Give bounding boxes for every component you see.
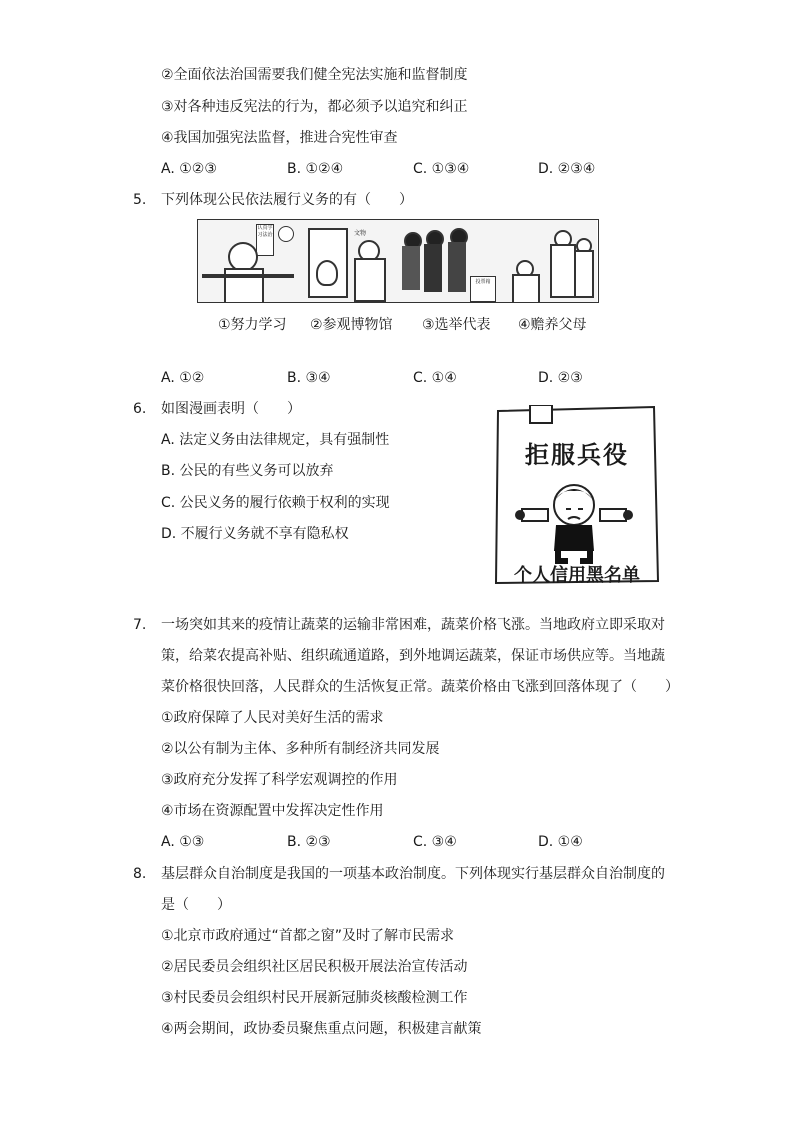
option-a[interactable]: A. ①②: [161, 370, 205, 386]
q7-options: [161, 832, 621, 852]
study-sign: 认真学习法治: [256, 224, 274, 256]
q6-option-d[interactable]: D. 不履行义务就不享有隐私权: [161, 526, 349, 542]
q5-options: [161, 368, 621, 388]
museum-sign: 文物: [354, 230, 367, 237]
panel-election: [398, 220, 499, 302]
q8-stem-line2: 是（ ）: [161, 897, 231, 913]
panel-museum: [298, 220, 399, 302]
ballot-box: 投票箱: [470, 276, 496, 302]
visitor-body: [354, 258, 386, 302]
q6-cartoon: [494, 405, 660, 585]
q8-item-3: ③村民委员会组织村民开展新冠肺炎核酸检测工作: [161, 990, 468, 1006]
option-d[interactable]: D. ②③: [538, 370, 583, 386]
caption-3: ③选举代表: [422, 317, 491, 333]
q4-options: [161, 159, 621, 179]
q8-stem-line1: 基层群众自治制度是我国的一项基本政治制度。下列体现实行基层群众自治制度的: [161, 866, 665, 882]
cartoon-bottom-text: 个人信用黑名单: [514, 565, 640, 586]
option-b[interactable]: B. ②③: [287, 834, 331, 850]
option-c[interactable]: C. ①③④: [413, 161, 470, 177]
option-b[interactable]: B. ③④: [287, 370, 331, 386]
option-a[interactable]: A. ①③: [161, 834, 205, 850]
q7-item-1: ①政府保障了人民对美好生活的需求: [161, 710, 384, 726]
option-c[interactable]: C. ①④: [413, 370, 457, 386]
vase-icon: [316, 260, 338, 286]
panel-study: [198, 220, 299, 302]
voter1-body: [402, 246, 420, 290]
elder-body: [512, 274, 540, 302]
q6-option-b[interactable]: B. 公民的有些义务可以放弃: [161, 463, 334, 479]
caption-4: ④赡养父母: [518, 317, 587, 333]
q8-number: 8.: [133, 866, 147, 882]
desk: [202, 274, 294, 278]
q8-item-1: ①北京市政府通过“首都之窗”及时了解市民需求: [161, 928, 455, 944]
cartoon-top-text: 拒服兵役: [525, 441, 629, 469]
voter3-body: [448, 242, 466, 292]
q8-item-4: ④两会期间，政协委员聚焦重点问题，积极建言献策: [161, 1021, 482, 1037]
q7-item-2: ②以公有制为主体、多种所有制经济共同发展: [161, 741, 440, 757]
q7-stem-line2: 策，给菜农提高补贴、组织疏通道路，到外地调运蔬菜，保证市场供应等。当地蔬: [161, 648, 665, 664]
family-body: [574, 250, 594, 298]
q6-stem: 如图漫画表明（ ）: [161, 401, 301, 417]
q5-comic-strip: [197, 219, 599, 303]
option-b[interactable]: B. ①②④: [287, 161, 344, 177]
option-d[interactable]: D. ①④: [538, 834, 583, 850]
q5-stem: 下列体现公民依法履行义务的有（ ）: [161, 192, 413, 208]
statement-2: ②全面依法治国需要我们健全宪法实施和监督制度: [161, 67, 468, 83]
option-c[interactable]: C. ③④: [413, 834, 457, 850]
q7-item-3: ③政府充分发挥了科学宏观调控的作用: [161, 772, 398, 788]
q7-item-4: ④市场在资源配置中发挥决定性作用: [161, 803, 384, 819]
q6-option-a[interactable]: A. 法定义务由法律规定，具有强制性: [161, 432, 390, 448]
caption-1: ①努力学习: [218, 317, 287, 333]
caption-2: ②参观博物馆: [310, 317, 393, 333]
q7-number: 7.: [133, 617, 147, 633]
statement-3: ③对各种违反宪法的行为，都必须予以追究和纠正: [161, 99, 468, 115]
cartoon-drawing: [494, 405, 660, 585]
voter2-body: [424, 244, 442, 292]
q8-item-2: ②居民委员会组织社区居民积极开展法治宣传活动: [161, 959, 468, 975]
clock-icon: [278, 226, 294, 242]
panel-elders: [498, 220, 597, 302]
q5-number: 5.: [133, 192, 147, 208]
q7-stem-line3: 菜价格很快回落，人民群众的生活恢复正常。蔬菜价格由飞涨到回落体现了（ ）: [161, 679, 679, 695]
statement-4: ④我国加强宪法监督，推进合宪性审查: [161, 130, 398, 146]
q6-option-c[interactable]: C. 公民义务的履行依赖于权利的实现: [161, 495, 390, 511]
q7-stem-line1: 一场突如其来的疫情让蔬菜的运输非常困难，蔬菜价格飞涨。当地政府立即采取对: [161, 617, 665, 633]
child-body: [550, 244, 576, 298]
q6-number: 6.: [133, 401, 147, 417]
option-a[interactable]: A. ①②③: [161, 161, 217, 177]
option-d[interactable]: D. ②③④: [538, 161, 596, 177]
